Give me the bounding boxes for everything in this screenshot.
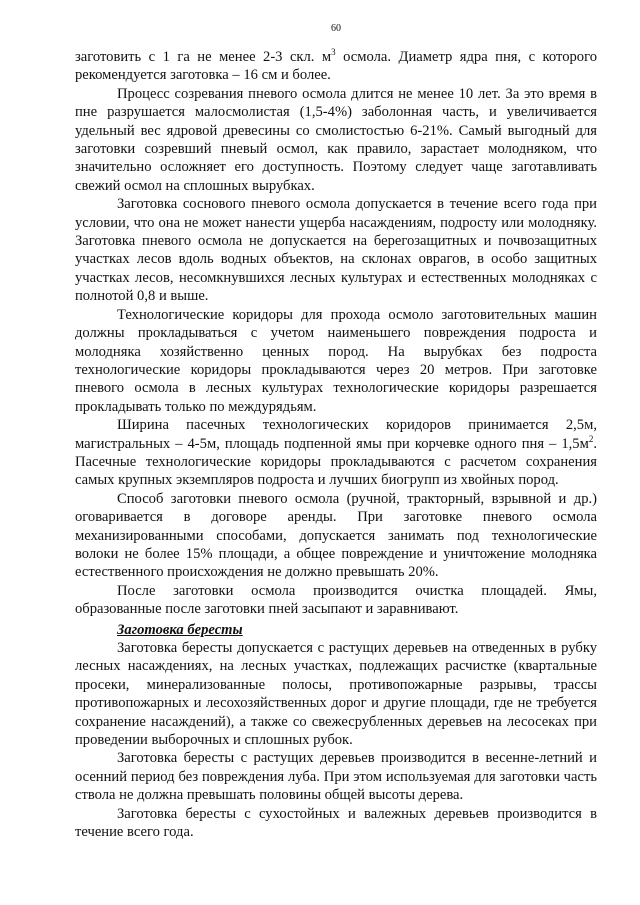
paragraph-6: Способ заготовки пневого осмола (ручной, тракторный, взрывной и др.) оговаривается в договоре аренды. При заготовке пневого осмола механизированными способами, допускается занимать под технологические волоки не более 15% площади, а общее повреждение и уничтожение молодняка естественного происхождения не должно превышать 20%. — [75, 490, 597, 581]
paragraph-5-text-end: . Пасечные технологические коридоры прокладываются с расчетом сохранения самых крупных экземпляров подроста и лучших биогрупп из хвойных пород. — [75, 435, 597, 489]
paragraph-1-text-end: осмола. Диаметр ядра пня, с которого рекомендуется заготовка – 16 см и более. — [75, 49, 598, 84]
paragraph-3: Заготовка соснового пневого осмола допускается в течение всего года при условии, что она не может нанести ущерба насаждениям, подросту или молодняку. Заготовка пневого осмола не допускается на берегозащитных и почвозащитных участках лесов вдоль водных объектов, на склонах оврагов, в особо защитных участках лесов, несомкнувшихся лесных культурах и естественных молодняках с полнотой 0,8 и выше. — [75, 196, 597, 305]
paragraph-4: Технологические коридоры для прохода осмоло заготовительных машин должны прокладываться с учетом наименьшего повреждения подроста и молодняка хозяйственно ценных пород. На вырубках без подроста технологические коридоры прокладываются через 20 метров. При заготовке пневого осмола в лесных культурах технологические коридоры разрешается прокладывать только по междурядьям. — [75, 306, 597, 415]
paragraph-7: После заготовки осмола производится очистка площадей. Ямы, образованные после заготовки пней засыпают и заравнивают. — [75, 582, 597, 618]
document-page — [75, 22, 597, 841]
paragraph-2: Процесс созревания пневого осмола длится не менее 10 лет. За это время в пне разрушается малосмолистая (1,5-4%) заболонная часть, и увеличивается удельный вес ядровой древесины со смолистостью 6-21%. Самый выгодный для заготовки созревший пневый осмол, как правило, зарастает молодняком, что значительно осложняет его доступность. Поэтому следует чаще заготавливать свежий осмол на сплошных вырубках. — [75, 85, 597, 194]
paragraph-9: Заготовка бересты с растущих деревьев производится в весенне-летний и осенний период без повреждения луба. При этом используемая для заготовки часть ствола не должна превышать половины общей высоты дерева. — [75, 750, 597, 804]
cubic-superscript: 3 — [331, 47, 336, 57]
paragraph-1-text: заготовить с 1 га не менее 2-3 скл. м — [75, 49, 332, 65]
page-number: 60 — [331, 23, 341, 34]
paragraph-5 — [75, 416, 597, 490]
paragraph-5-text: Ширина пасечных технологических коридоров принимается 2,5м, магистральных – 4-5м, площадь подпенной ямы при корчевке одного пня – 1,5м — [75, 417, 597, 452]
square-superscript: 2 — [588, 433, 594, 444]
paragraph-1 — [75, 48, 597, 85]
paragraph-8: Заготовка бересты допускается с растущих деревьев на отведенных в рубку лесных насаждениях, на лесных участках, подлежащих расчистке (квартальные просеки, минерализованные полосы, противопожарные разрывы, трассы противопожарных и лесохозяйственных дорог и другие площади, где не требуется сохранение насаждений), а также со свежесрубленных деревьев на лесосеках при проведении выборочных и сплошных рубок. — [75, 640, 597, 749]
section-heading: Заготовка бересты — [117, 621, 243, 638]
paragraph-10: Заготовка бересты с сухостойных и валежных деревьев производится в течение всего года. — [75, 805, 597, 841]
